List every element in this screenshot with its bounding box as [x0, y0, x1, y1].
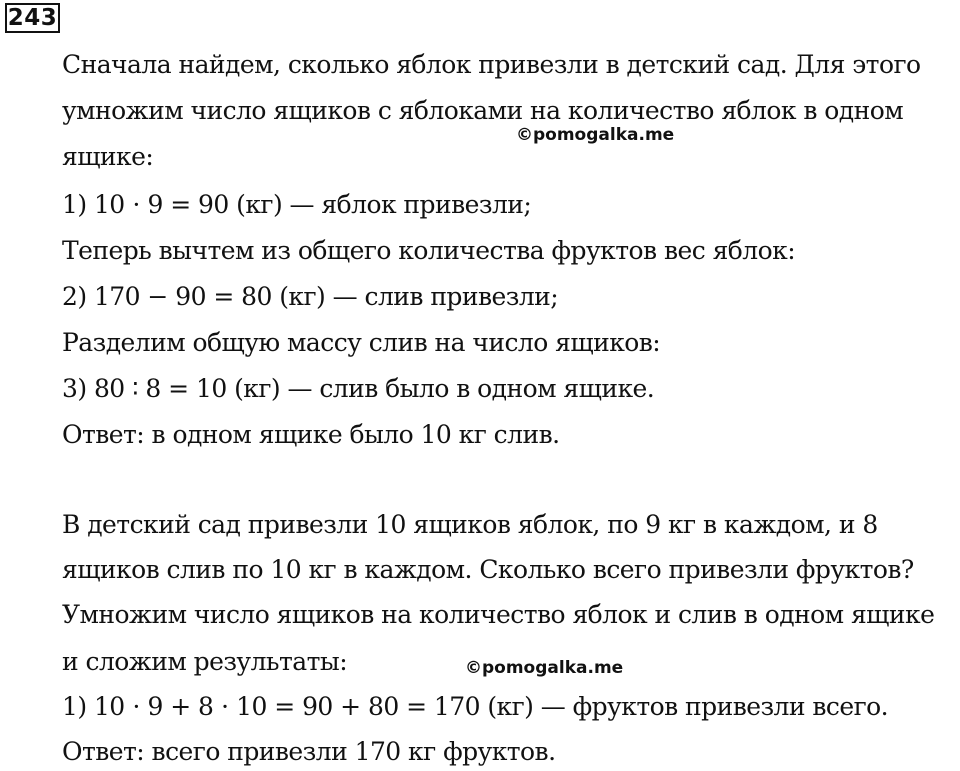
- text-line: 2) 170 − 90 = 80 (кг) — слив привезли;: [62, 282, 559, 311]
- text-line: 1) 10 ⋅ 9 + 8 ⋅ 10 = 90 + 80 = 170 (кг) — фруктов привезли всего.: [62, 692, 889, 721]
- watermark: ©pomogalka.me: [516, 125, 675, 145]
- answer-line: Ответ: всего привезли 170 кг фруктов.: [62, 737, 556, 766]
- text-line: Разделим общую массу слив на число ящиков:: [62, 328, 661, 357]
- task-number-box: 243: [5, 3, 60, 33]
- text-line: Умножим число ящиков на количество яблок и слив в одном ящике: [62, 600, 935, 629]
- text-line: Теперь вычтем из общего количества фруктов вес яблок:: [62, 236, 796, 265]
- text-line: 1) 10 ⋅ 9 = 90 (кг) — яблок привезли;: [62, 190, 532, 219]
- watermark: ©pomogalka.me: [465, 658, 624, 678]
- text-line: и сложим результаты:: [62, 647, 348, 676]
- text-line: В детский сад привезли 10 ящиков яблок, по 9 кг в каждом, и 8: [62, 510, 878, 539]
- text-line: 3) 80 ∶ 8 = 10 (кг) — слив было в одном ящике.: [62, 374, 655, 403]
- text-line: ящике:: [62, 142, 154, 171]
- text-line: Сначала найдем, сколько яблок привезли в детский сад. Для этого: [62, 50, 921, 79]
- text-line: умножим число ящиков с яблоками на количество яблок в одном: [62, 96, 904, 125]
- text-line: ящиков слив по 10 кг в каждом. Сколько всего привезли фруктов?: [62, 555, 914, 584]
- answer-line: Ответ: в одном ящике было 10 кг слив.: [62, 420, 560, 449]
